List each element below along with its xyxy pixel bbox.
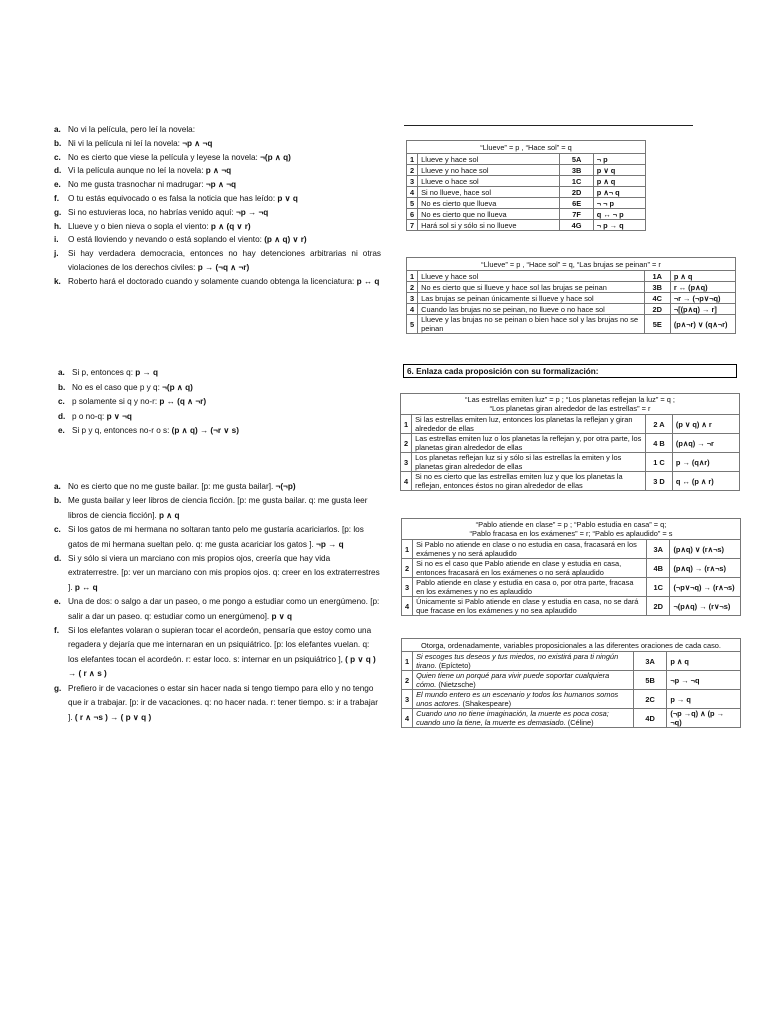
item-marker: h. [54,221,62,231]
item-marker: e. [54,180,61,190]
row-sentence: Si escoges tus deseos y tus miedos, no existirá para ti ningún tirano. [416,652,619,670]
list-item [54,682,381,725]
row-text [412,434,646,453]
item-text: No es cierto que viese la película y leyese la novela: [68,152,261,162]
row-formula: r ↔ (p∧q) [670,282,735,293]
row-sentence: Pablo atiende en clase y estudia en casa o, por otra parte, fracasa en los exámenes y no es aplaudido [416,578,634,596]
table-header: Otorga, ordenadamente, variables proposicionales a las diferentes oraciones de cada caso. [402,639,741,652]
row-formula: p ∧ q [670,271,735,282]
table-row [402,597,741,616]
row-text [413,597,647,616]
row-sentence: Las brujas se peinan únicamente si llueve y hace sol [421,293,594,303]
row-number: 1 [407,154,418,165]
row-formula: (¬p∨¬q) → (r∧¬s) [670,578,741,597]
row-number: 5 [407,315,418,334]
row-formula: ¬ p [593,154,645,165]
row-text [413,671,634,690]
item-text: Si no estuvieras loca, no habrías venido aquí: [68,207,236,217]
table-row [402,559,741,578]
table-row [401,415,740,434]
row-sentence: Llueve y las brujas no se peinan o bien hace sol y las brujas no se peinan [421,315,639,333]
row-number: 2 [402,671,413,690]
item-marker: a. [54,125,61,134]
item-formula: ( r ∧ ¬s ) → ( p ∨ q ) [74,712,152,722]
row-code: 2D [646,597,670,616]
item-text: Si y sólo si viera un marciano con mis propios ojos, creería que hay vida extraterrestre. [p: ver un marciano con mis propios ojos. q: creer en los extraterrestres ]. [68,554,380,592]
row-number: 4 [401,472,412,491]
row-code: 1C [560,176,593,187]
row-text [418,271,645,282]
row-number: 3 [402,690,413,709]
table-header [402,519,741,540]
row-sentence: Los planetas reflejan luz si y sólo si las estrellas la emiten y los planetas giran alrededor de ellas [415,453,622,471]
row-sentence: Únicamente si Pablo atiende en clase y estudia en casa, no se dará que fracase en los exámenes y no sea aplaudido [416,597,639,615]
row-number: 4 [407,187,418,198]
list-item [54,233,381,247]
list-item [54,192,381,206]
row-number: 3 [407,176,418,187]
row-formula: p ∧ q [593,176,645,187]
row-formula: ¬p → ¬q [667,671,741,690]
item-marker: g. [54,683,62,693]
row-formula: (p∧q) ∨ (r∧¬s) [670,540,741,559]
item-formula: ¬(¬p) [275,482,296,491]
item-text: Ni vi la película ni leí la novela: [68,138,183,148]
table-header: “Llueve” = p , “Hace sol” = q, “Las brujas se peinan” = r [407,258,736,271]
item-marker: d. [54,166,62,176]
row-code: 3A [646,540,670,559]
table-row [402,652,741,671]
item-formula: p ↔ q [74,582,98,592]
row-sentence: Llueve y hace sol [421,154,479,164]
row-code: 4C [644,293,670,304]
item-formula: p ∧ (q ∨ r) [210,221,251,231]
item-marker: i. [54,235,59,245]
row-text [418,198,560,209]
row-code: 5B [633,671,667,690]
item-formula: p ∧ ¬q [205,166,232,176]
list-item [54,220,381,234]
table-row [407,304,736,315]
table-header-line-2: “Pablo fracasa en los exámenes” = r; “Pablo es aplaudido” = s [469,529,673,538]
row-code: 2 A [646,415,673,434]
row-number: 1 [402,652,413,671]
item-formula: ¬p → ¬q [235,207,269,217]
row-formula: q ↔ ¬ p [593,209,645,220]
row-formula: ¬ p → q [593,220,645,231]
table-row [407,271,736,282]
item-formula: p ↔ (q ∧ ¬r) [159,397,207,407]
table-row [401,453,740,472]
row-sentence: Llueve o hace sol [421,176,479,186]
table-row [407,187,646,198]
row-formula: ¬[(p∧q) → r] [670,304,735,315]
row-sentence: Llueve y no hace sol [421,165,489,175]
row-author: (Shakespeare) [460,699,512,708]
row-formula: (p∧q) → ¬r [672,434,739,453]
table-row [407,176,646,187]
row-sentence: Cuando las brujas no se peinan, no llueve o no hace sol [421,304,605,314]
row-sentence: Quien tiene un porqué para vivir puede soportar cualquiera cómo. [416,671,610,689]
row-number: 2 [407,165,418,176]
table-row [402,671,741,690]
table-row [402,690,741,709]
row-text [418,282,645,293]
row-author: (Nietzsche) [436,680,476,689]
table-header [401,394,740,415]
row-code: 4B [646,559,670,578]
row-number: 2 [402,559,413,578]
row-formula: ¬r → (¬p∨¬q) [670,293,735,304]
row-code: 2D [644,304,670,315]
row-code: 3B [644,282,670,293]
list-item [54,178,381,192]
row-number: 3 [402,578,413,597]
list-item [54,123,381,137]
table-row [407,165,646,176]
item-marker: e. [58,426,65,436]
item-formula: ¬p → q [316,539,344,549]
table-row [407,220,646,231]
row-sentence: Hará sol si y sólo si no llueve [421,220,517,230]
list-item [58,366,378,381]
row-sentence: Las estrellas emiten luz o los planetas la reflejan y, por otra parte, los planetas giran alrededor de ellas [415,434,642,452]
row-text [418,220,560,231]
row-code: 1 C [646,453,673,472]
list-item [58,395,378,410]
row-text [418,176,560,187]
section-6-heading: 6. Enlaza cada proposición con su formalización: [403,364,737,378]
row-formula: ¬(p∧q) → (r∨¬s) [670,597,741,616]
row-text [412,472,646,491]
table-row [407,315,736,334]
row-number: 5 [407,198,418,209]
item-marker: c. [54,525,61,535]
item-formula: p → q [135,368,159,377]
item-text: Roberto hará el doctorado cuando y solamente cuando obtenga la licenciatura: [68,276,357,286]
row-number: 4 [402,709,413,728]
list-item [54,247,381,275]
row-text [413,559,647,578]
item-marker: f. [54,193,60,203]
row-text [413,690,634,709]
row-text [418,304,645,315]
item-formula: p ∨ q [271,611,292,621]
table-row [402,540,741,559]
table-header: “Llueve” = p , “Hace sol” = q [407,141,646,154]
row-number: 3 [407,293,418,304]
row-text [413,540,647,559]
row-number: 1 [402,540,413,559]
row-number: 4 [407,304,418,315]
list-item [54,480,381,494]
item-text: Vi la película aunque no leí la novela: [68,166,206,176]
row-sentence: Si no es el caso que Pablo atiende en clase y estudia en casa, entonces fracasará en los exámenes o no será aplaudido [416,559,622,577]
item-marker: b. [54,138,62,148]
row-text [418,293,645,304]
row-formula: (p∧q) → (r∧¬s) [670,559,741,578]
item-text: Llueve y o bien nieva o sopla el viento: [68,221,211,231]
list-item [54,494,381,523]
row-sentence: Cuando uno no tiene imaginación, la muerte es poca cosa; cuando uno la tiene, la muerte es demasiado. [416,709,609,727]
list-item [58,424,378,439]
item-formula: p ∨ q [277,193,298,203]
list-item [54,151,381,165]
row-code: 3 D [646,472,673,491]
row-sentence: Si las estrellas emiten luz, entonces los planetas la reflejan y giran alrededor de ellas [415,415,633,433]
table-row [407,198,646,209]
item-text: Prefiero ir de vacaciones o estar sin hacer nada si tengo tiempo para ello y no tengo que ir a trabajar. [p: ir de vacaciones. q: no hacer nada. r: tener tiempo. s: ir a trabajar ]. [68,683,378,722]
row-text [413,652,634,671]
item-marker: e. [54,597,61,607]
row-code: 3A [633,652,667,671]
row-code: 5A [560,154,593,165]
table-citas [401,638,741,728]
list-item [54,275,381,289]
row-number: 1 [407,271,418,282]
row-text [413,709,634,728]
list-item [54,523,381,552]
row-code: 3B [560,165,593,176]
item-text: p o no-q: [72,411,107,421]
row-text [418,315,645,334]
item-text: Si los gatos de mi hermana no soltaran tanto pelo me gustaría acariciarlos. [p: los gatos de mi hermana sueltan pelo. q: me gusta acariciar los gatos ]. [68,525,364,549]
item-formula: (p ∧ q) ∨ r) [264,235,307,245]
row-author: (Céline) [565,718,594,727]
exercise-list-3 [54,480,381,725]
item-formula: (p ∧ q) → (¬r ∨ s) [171,426,239,436]
item-text: Una de dos: o salgo a dar un paseo, o me pongo a estudiar como un energúmeno. [p: salir a dar un paseo. q: estudiar como un energúmeno]. [68,597,380,621]
row-code: 7F [560,209,593,220]
item-marker: b. [54,496,62,506]
row-number: 7 [407,220,418,231]
table-header-line-1: “Pablo atiende en clase” = p ; “Pablo estudia en casa” = q; [475,520,667,529]
row-code: 6E [560,198,593,209]
row-number: 1 [401,415,412,434]
row-formula: p → (q∧r) [672,453,739,472]
row-code: 1A [644,271,670,282]
row-sentence: Si no llueve, hace sol [421,187,491,197]
item-text: Si p y q, entonces no-r o s: [72,426,172,436]
row-sentence: Si Pablo no atiende en clase o no estudia en casa, fracasará en los exámenes y no será aplaudido [416,540,637,558]
item-marker: a. [58,368,65,377]
item-marker: c. [54,152,61,162]
item-marker: d. [58,411,66,421]
table-row [407,154,646,165]
row-sentence: El mundo entero es un escenario y todos los humanos somos unos actores. [416,690,619,708]
row-code: 4 B [646,434,673,453]
row-formula: p ∧¬ q [593,187,645,198]
row-code: 4G [560,220,593,231]
row-text [412,453,646,472]
table-row [407,282,736,293]
table-estrellas [400,393,740,491]
item-formula: p → (¬q ∧ ¬r) [197,262,250,272]
list-item [58,410,378,425]
list-item [58,381,378,396]
row-sentence: No es cierto que llueva [421,198,497,208]
row-formula: ¬ ¬ p [593,198,645,209]
table-row [407,293,736,304]
row-number: 6 [407,209,418,220]
item-text: No me gusta trasnochar ni madrugar: [68,180,206,190]
row-text [418,154,560,165]
item-text: p solamente si q y no-r: [72,397,160,407]
item-text: No vi la película, pero leí la novela: [68,125,195,134]
item-formula: ¬p ∧ ¬q [205,180,236,190]
item-marker: c. [58,397,65,407]
row-number: 4 [402,597,413,616]
item-text: O tu estás equivocado o es falsa la noticia que has leído: [68,193,278,203]
table-brujas [406,257,736,334]
table-header-line-1: “Las estrellas emiten luz” = p ; “Los planetas reflejan la luz” = q ; [465,395,675,404]
row-sentence: Llueve y hace sol [421,271,479,281]
item-text: No es cierto que no me guste bailar. [p: me gusta bailar]. [68,482,276,491]
row-formula: (p ∨ q) ∧ r [672,415,739,434]
row-code: 5E [644,315,670,334]
item-text: Si los elefantes volaran o supieran tocar el acordeón, pensaría que estoy como una regadera y dejaría que me internaran en un psiquiátrico. [p: los elefantes vuelan. q: los elefantes tocan el acordeón. r: estar loco. s: internar en un psiquiátrico ], [68,626,372,664]
item-text: Me gusta bailar y leer libros de ciencia ficción. [p: me gusta bailar. q: me gusta leer libros de ciencia ficción]. [68,496,368,520]
item-text: Si hay verdadera democracia, entonces no hay detenciones arbitrarias ni otras violaciones de los derechos civiles: [68,249,381,272]
row-sentence: No es cierto que no llueva [421,209,507,219]
exercise-list-1 [54,123,381,289]
table-row [402,709,741,728]
list-item [54,552,381,595]
item-marker: g. [54,207,62,217]
row-formula: p ∧ q [667,652,741,671]
row-text [418,209,560,220]
row-code: 4D [633,709,667,728]
row-text [418,187,560,198]
row-number: 3 [401,453,412,472]
row-number: 2 [407,282,418,293]
item-marker: f. [54,626,60,636]
item-text: No es el caso que p y q: [72,382,163,392]
item-formula: ¬p ∧ ¬q [182,138,213,148]
item-formula: ( p ∨ q ) → ( r ∧ s ) [68,654,376,679]
table-row [401,472,740,491]
item-marker: b. [58,382,66,392]
list-item [54,164,381,178]
exercise-list-2 [58,366,378,439]
item-formula: ¬(p ∧ q) [260,152,291,162]
table-llueve-sol [406,140,646,231]
row-formula: (p∧¬r) ∨ (q∧¬r) [670,315,735,334]
row-code: 1C [646,578,670,597]
item-text: O está lloviendo y nevando o está soplando el viento: [68,235,265,245]
item-marker: k. [54,276,61,286]
row-formula: p ∨ q [593,165,645,176]
row-author: (Epícteto) [436,661,471,670]
row-formula: q ↔ (p ∧ r) [672,472,739,491]
row-formula: p → q [667,690,741,709]
item-text: Si p, entonces q: [72,368,136,377]
list-item [54,137,381,151]
row-sentence: No es cierto que si llueve y hace sol las brujas se peinan [421,282,607,292]
item-formula: p ∧ q [159,510,180,520]
list-item [54,624,381,682]
row-text [412,415,646,434]
row-code: 2D [560,187,593,198]
item-formula: p ∨ ¬q [106,411,132,421]
list-item [54,595,381,624]
item-marker: d. [54,554,62,564]
item-marker: j. [54,249,59,259]
table-row [401,434,740,453]
list-item [54,206,381,220]
item-marker: a. [54,482,61,491]
row-text [413,578,647,597]
table-pablo [401,518,741,616]
row-code: 2C [633,690,667,709]
table-header-line-2: “Los planetas giran alrededor de las estrellas” = r [489,404,651,413]
table-row [402,578,741,597]
row-sentence: Si no es cierto que las estrellas emiten luz y que los planetas la reflejan, entonces éstos no giran alrededor de ellas [415,472,623,490]
row-formula: (¬p →q) ∧ (p → ¬q) [667,709,741,728]
separator-line [404,125,693,126]
item-formula: ¬(p ∧ q) [162,382,193,392]
item-formula: p ↔ q [356,276,380,286]
table-row [407,209,646,220]
row-number: 2 [401,434,412,453]
row-text [418,165,560,176]
